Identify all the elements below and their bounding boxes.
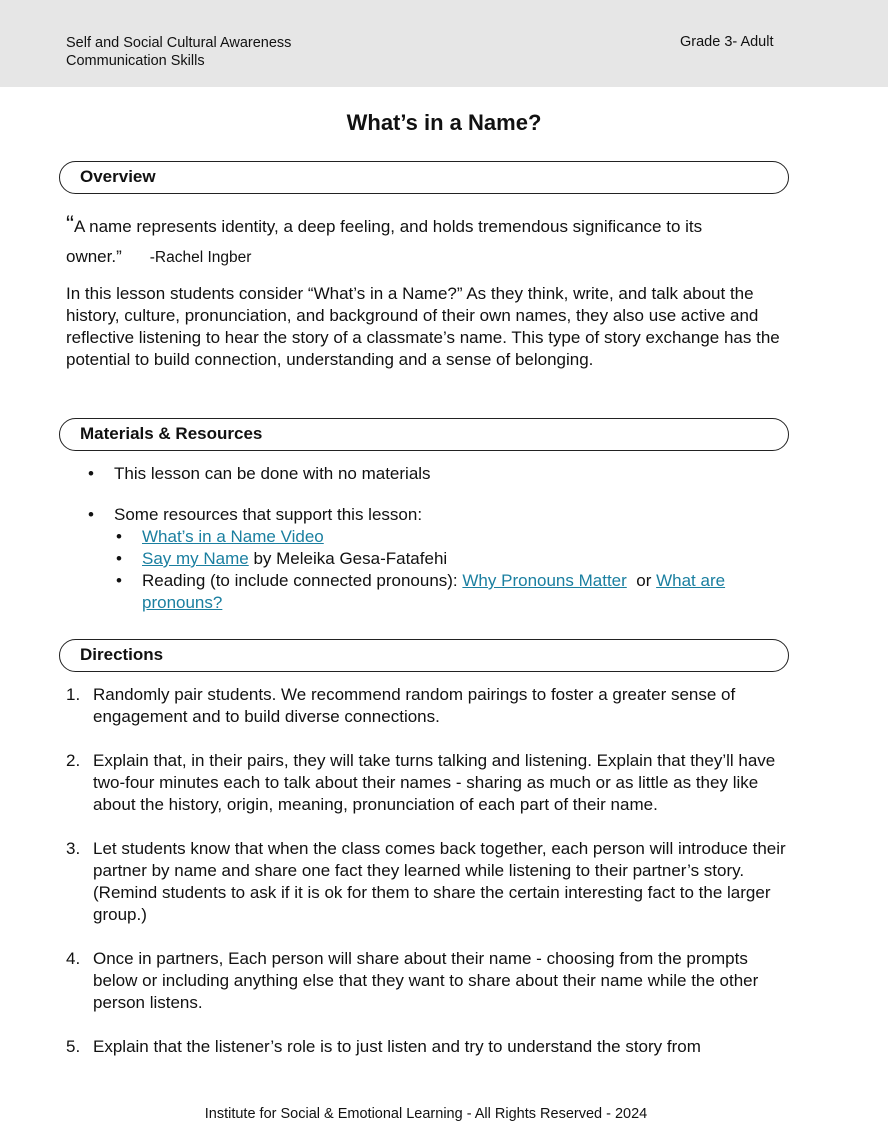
section-materials: Materials & Resources [59, 418, 789, 451]
direction-step [66, 1036, 786, 1058]
quote-author: -Rachel Ingber [149, 249, 252, 266]
section-overview: Overview [59, 161, 789, 194]
direction-step [66, 750, 786, 816]
step-number: 3. [66, 839, 81, 858]
link-say-my-name[interactable]: Say my Name [142, 549, 249, 568]
direction-step [66, 948, 786, 1014]
step-text: Once in partners, Each person will share about their name - choosing from the prompts below or including anything else that they want to share about their name while the other person listens. [93, 949, 759, 1012]
link-why-pronouns-matter[interactable]: Why Pronouns Matter [462, 571, 627, 590]
or-text: or [626, 571, 657, 590]
subject-line-2: Communication Skills [66, 53, 205, 69]
reading-prefix: Reading (to include connected pronouns): [142, 571, 463, 590]
list-item [66, 570, 786, 614]
direction-step [66, 838, 786, 926]
step-text: Randomly pair students. We recommend random pairings to foster a greater sense of engagement and to build diverse connections. [93, 685, 736, 726]
step-number: 4. [66, 949, 81, 968]
direction-step [66, 684, 786, 728]
step-number: 5. [66, 1037, 81, 1056]
overview-body: In this lesson students consider “What’s in a Name?” As they think, write, and talk about the history, culture, pronunciation, and background of their own names, they also use active and reflective listening to hear the story of a classmate’s name. This type of story exchange has the potential to build connection, understanding and a sense of belonging. [66, 284, 780, 369]
page-title: What’s in a Name? [346, 110, 542, 135]
list-item [66, 548, 786, 570]
step-number: 2. [66, 751, 81, 770]
grade-label: Grade 3- Adult [680, 34, 774, 50]
list-item: • Some resources that support this lesson: [66, 504, 786, 526]
quote [66, 210, 786, 273]
quote-mark: “ [66, 211, 74, 238]
directions-list [66, 684, 786, 1080]
link-whats-in-a-name-video[interactable]: What’s in a Name Video [142, 527, 324, 546]
page-header [0, 0, 888, 87]
step-text: Explain that the listener’s role is to just listen and try to understand the story from [93, 1037, 701, 1056]
step-number: 1. [66, 685, 81, 704]
subject-line-1: Self and Social Cultural Awareness [66, 35, 292, 51]
list-item [66, 526, 786, 548]
step-text: Explain that, in their pairs, they will take turns talking and listening. Explain that they’ll have two-four minutes each to talk about their names - sharing as much or as little as they like about the history, origin, meaning, pronunciation of each part of their name. [93, 751, 776, 814]
list-item: • This lesson can be done with no materials [66, 463, 786, 485]
materials-list [66, 463, 786, 614]
section-directions: Directions [59, 639, 789, 672]
quote-text: A name represents identity, a deep feeling, and holds tremendous significance to its owner.” [66, 217, 703, 266]
footer: Institute for Social & Emotional Learning - All Rights Reserved - 2024 [204, 1106, 648, 1122]
link-what-are-pronouns[interactable]: What are pronouns? [142, 571, 726, 612]
say-suffix: by Meleika Gesa-Fatafehi [248, 549, 448, 568]
step-text: Let students know that when the class comes back together, each person will introduce their partner by name and share one fact they learned while listening to their partner’s story. (Remind students to ask if it is ok for them to share the certain interesting fact to the larger group.) [93, 839, 786, 924]
